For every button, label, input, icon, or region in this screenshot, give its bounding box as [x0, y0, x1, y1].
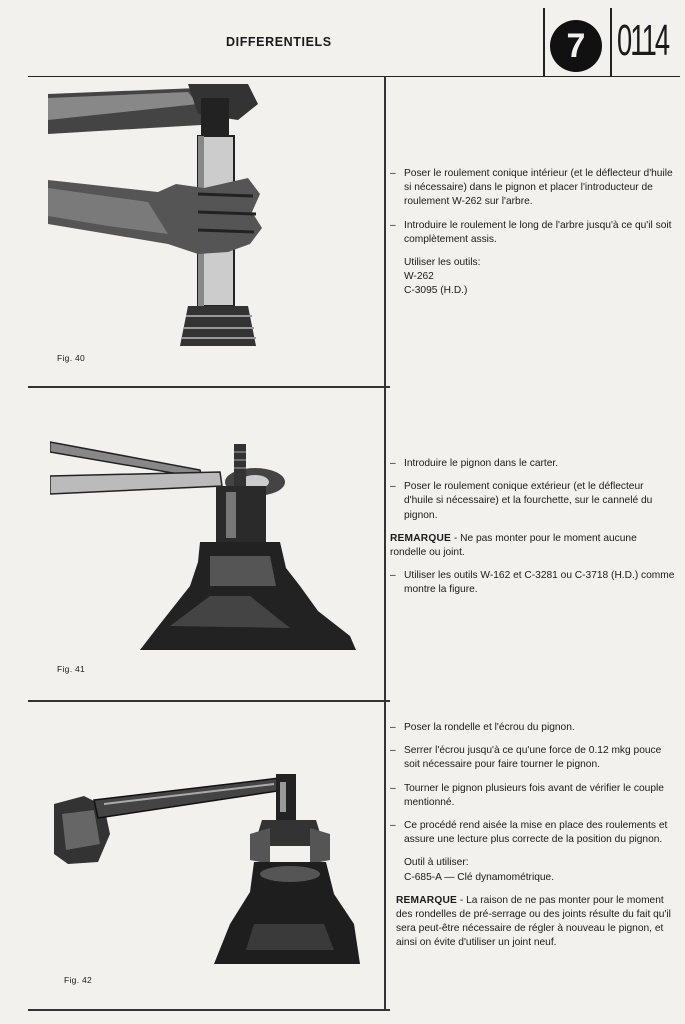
- row-divider: [28, 386, 390, 388]
- row-divider: [28, 700, 390, 702]
- figure-label: Fig. 41: [57, 664, 86, 674]
- tool-list: Utiliser les outils: W-262 C-3095 (H.D.): [404, 257, 481, 297]
- instruction-step: – Poser le roulement conique extérieur (et le déflecteur d'huile si nécessaire) et la fourchette, sur le cannelé du pignon.: [390, 481, 653, 521]
- instructions-section-2: [390, 457, 675, 607]
- figure-42-photo: [54, 774, 360, 966]
- figure-label: Fig. 40: [57, 353, 86, 363]
- header-divider: [610, 8, 612, 76]
- instruction-step: – Poser le roulement conique intérieur (et le déflecteur d'huile si nécessaire) dans le pignon et placer l'introducteur de roulement W-262 sur l'arbre.: [390, 168, 673, 208]
- figure-41-photo: [50, 436, 356, 654]
- figure-label: Fig. 42: [64, 975, 93, 985]
- page-header: [28, 8, 680, 77]
- instruction-step: – Utiliser les outils W-162 et C-3281 ou C-3718 (H.D.) comme montre la figure.: [390, 570, 675, 596]
- section-title: DIFFERENTIELS: [226, 35, 332, 49]
- instruction-step: – Poser la rondelle et l'écrou du pignon.: [390, 722, 575, 733]
- instruction-step: – Tourner le pignon plusieurs fois avant de vérifier le couple mentionné.: [390, 782, 664, 808]
- tool-list: Outil à utiliser: C-685-A — Clé dynamométrique.: [404, 857, 555, 883]
- header-divider: [543, 8, 545, 76]
- instructions-section-1: [390, 167, 675, 308]
- instructions-section-3: [390, 721, 675, 960]
- chapter-badge: 7: [550, 20, 602, 72]
- row-divider: [28, 1009, 390, 1011]
- instruction-step: – Ce procédé rend aisée la mise en place des roulements et assure une lecture plus correcte de la position du pignon.: [390, 820, 668, 846]
- instruction-step: – Introduire le pignon dans le carter.: [390, 458, 559, 469]
- instruction-step: – Introduire le roulement le long de l'arbre jusqu'à ce qu'il soit complètement assis.: [390, 219, 672, 245]
- remark-note: REMARQUE - Ne pas monter pour le moment aucune rondelle ou joint.: [390, 532, 637, 559]
- remark-note: REMARQUE - La raison de ne pas monter pour le moment des rondelles de pré-serrage ou des joints résulte du fait qu'il sera peut-être nécessaire de régler à nouveau le pignon, et ainsi on évite d'utiliser un joint neuf.: [396, 894, 671, 949]
- page-number: 0114: [617, 16, 669, 65]
- column-divider: [384, 76, 386, 1011]
- instruction-step: – Serrer l'écrou jusqu'à ce qu'une force de 0.12 mkg pouce soit nécessaire pour faire tourner le pignon.: [390, 745, 662, 771]
- figure-40-photo: [48, 84, 370, 348]
